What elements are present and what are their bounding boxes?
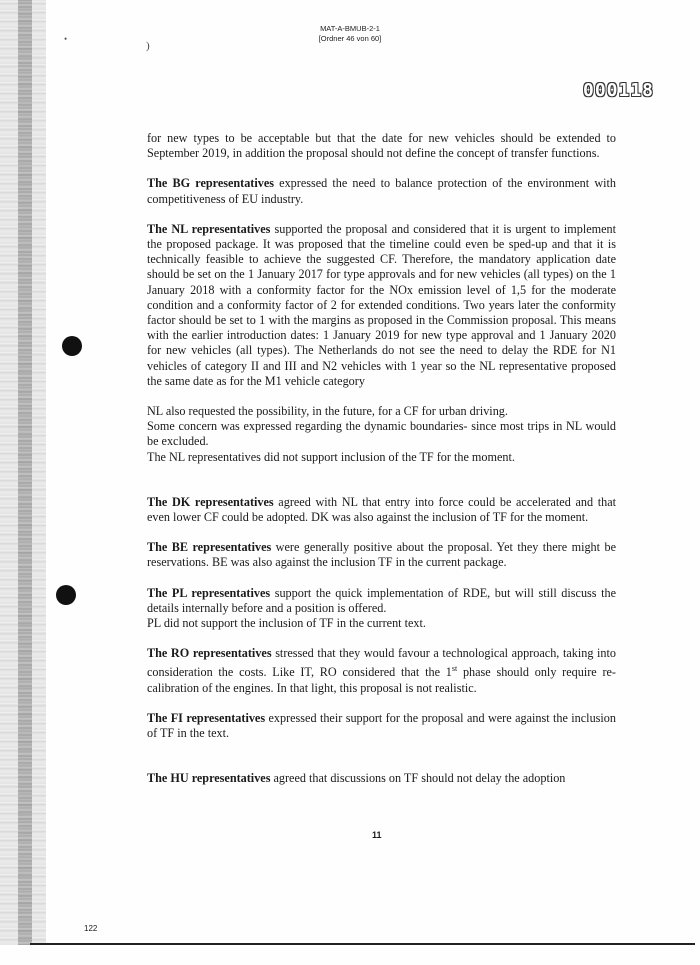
paragraph-be: The BE representatives were generally positive about the proposal. Yet they there might be reservations. BE was also against the inclusion TF in the current package.	[147, 540, 616, 570]
scan-binding-strip	[18, 0, 32, 945]
paragraph-nl: The NL representatives supported the proposal and considered that it is urgent to implement the proposed package. It was proposed that the timeline could even be sped-up and that it is technically feasible to achieve the suggested CF. Therefore, the mandatory application date should be set on the 1 January 2017 for type approvals and for new vehicles (all types) on the 1 January 2018 with a conformity factor for the NOx emission level of 1,5 for the moderate condition and a conformity factor of 2 for extended conditions. Two years later the conformity factor should be set to 1 with the margins as proposed in the Commission proposal. This means with the earlier introduction dates: 1 January 2019 for new type approval and 1 January 2020 for new vehicles (all types). The Netherlands do not see the need to delay the RDE for N1 vehicles of category II and III and N2 vehicles with 1 year so the NL representative proposed the same date as for the M1 vehicle category	[147, 221, 617, 388]
paragraph-ro: The RO representatives stressed that they would favour a technological approach, taking into consideration the costs. Like IT, RO considered that the 1st phase should only require re-calibration of the engines. In that light, this proposal is not realistic.	[147, 646, 616, 695]
document-header	[0, 24, 700, 44]
paragraph-lead: The PL representatives	[147, 585, 271, 600]
paragraph-pl-tf: PL did not support the inclusion of TF in the current text.	[147, 616, 426, 631]
paragraph-nl-boundaries: Some concern was expressed regarding the dynamic boundaries- since most trips in NL would be excluded.	[147, 419, 616, 449]
paragraph-lead: The BE representatives	[147, 540, 272, 555]
archive-stamp: 000118	[583, 80, 655, 101]
paragraph-lead: The NL representatives	[147, 221, 271, 236]
document-body	[147, 131, 616, 787]
paragraph-continuation: for new types to be acceptable but that the date for new vehicles should be extended to September 2019, in addition the proposal should not define the concept of transfer functions.	[147, 131, 616, 161]
punch-hole-bottom	[56, 585, 76, 605]
paragraph-lead: The HU representatives	[147, 771, 271, 786]
paragraph-nl-cf: NL also requested the possibility, in the future, for a CF for urban driving.	[147, 404, 508, 419]
punch-hole-top	[62, 336, 82, 356]
header-reference: MAT-A-BMUB-2-1	[320, 24, 380, 33]
page-number: 11	[372, 830, 382, 840]
bottom-rule	[30, 943, 695, 945]
paragraph-lead: The RO representatives	[147, 646, 272, 661]
side-number: 122	[84, 924, 98, 933]
paragraph-fi: The FI representatives expressed their support for the proposal and were against the inclusion of TF in the text.	[147, 710, 616, 741]
paragraph-lead: The DK representatives	[147, 494, 274, 509]
paragraph-hu: The HU representatives agreed that discussions on TF should not delay the adoption	[147, 771, 566, 786]
paragraph-dk: The DK representatives agreed with NL that entry into force could be accelerated and that even lower CF could be adopted. DK was also against the inclusion of TF for the moment.	[147, 494, 616, 525]
paragraph-lead: The FI representatives	[147, 710, 266, 725]
header-folder: [Ordner 46 von 60]	[318, 34, 382, 43]
paragraph-pl: The PL representatives support the quick implementation of RDE, but will still discuss the details internally before and a position is offered.	[147, 585, 616, 615]
paragraph-nl-tf: The NL representatives did not support inclusion of the TF for the moment.	[147, 449, 515, 464]
paragraph-lead: The BG representatives	[147, 176, 274, 191]
scan-dot: •	[64, 34, 68, 44]
paragraph-bg: The BG representatives expressed the need to balance protection of the environment with competitiveness of EU industry.	[147, 176, 616, 206]
scan-mark: )	[146, 40, 150, 52]
